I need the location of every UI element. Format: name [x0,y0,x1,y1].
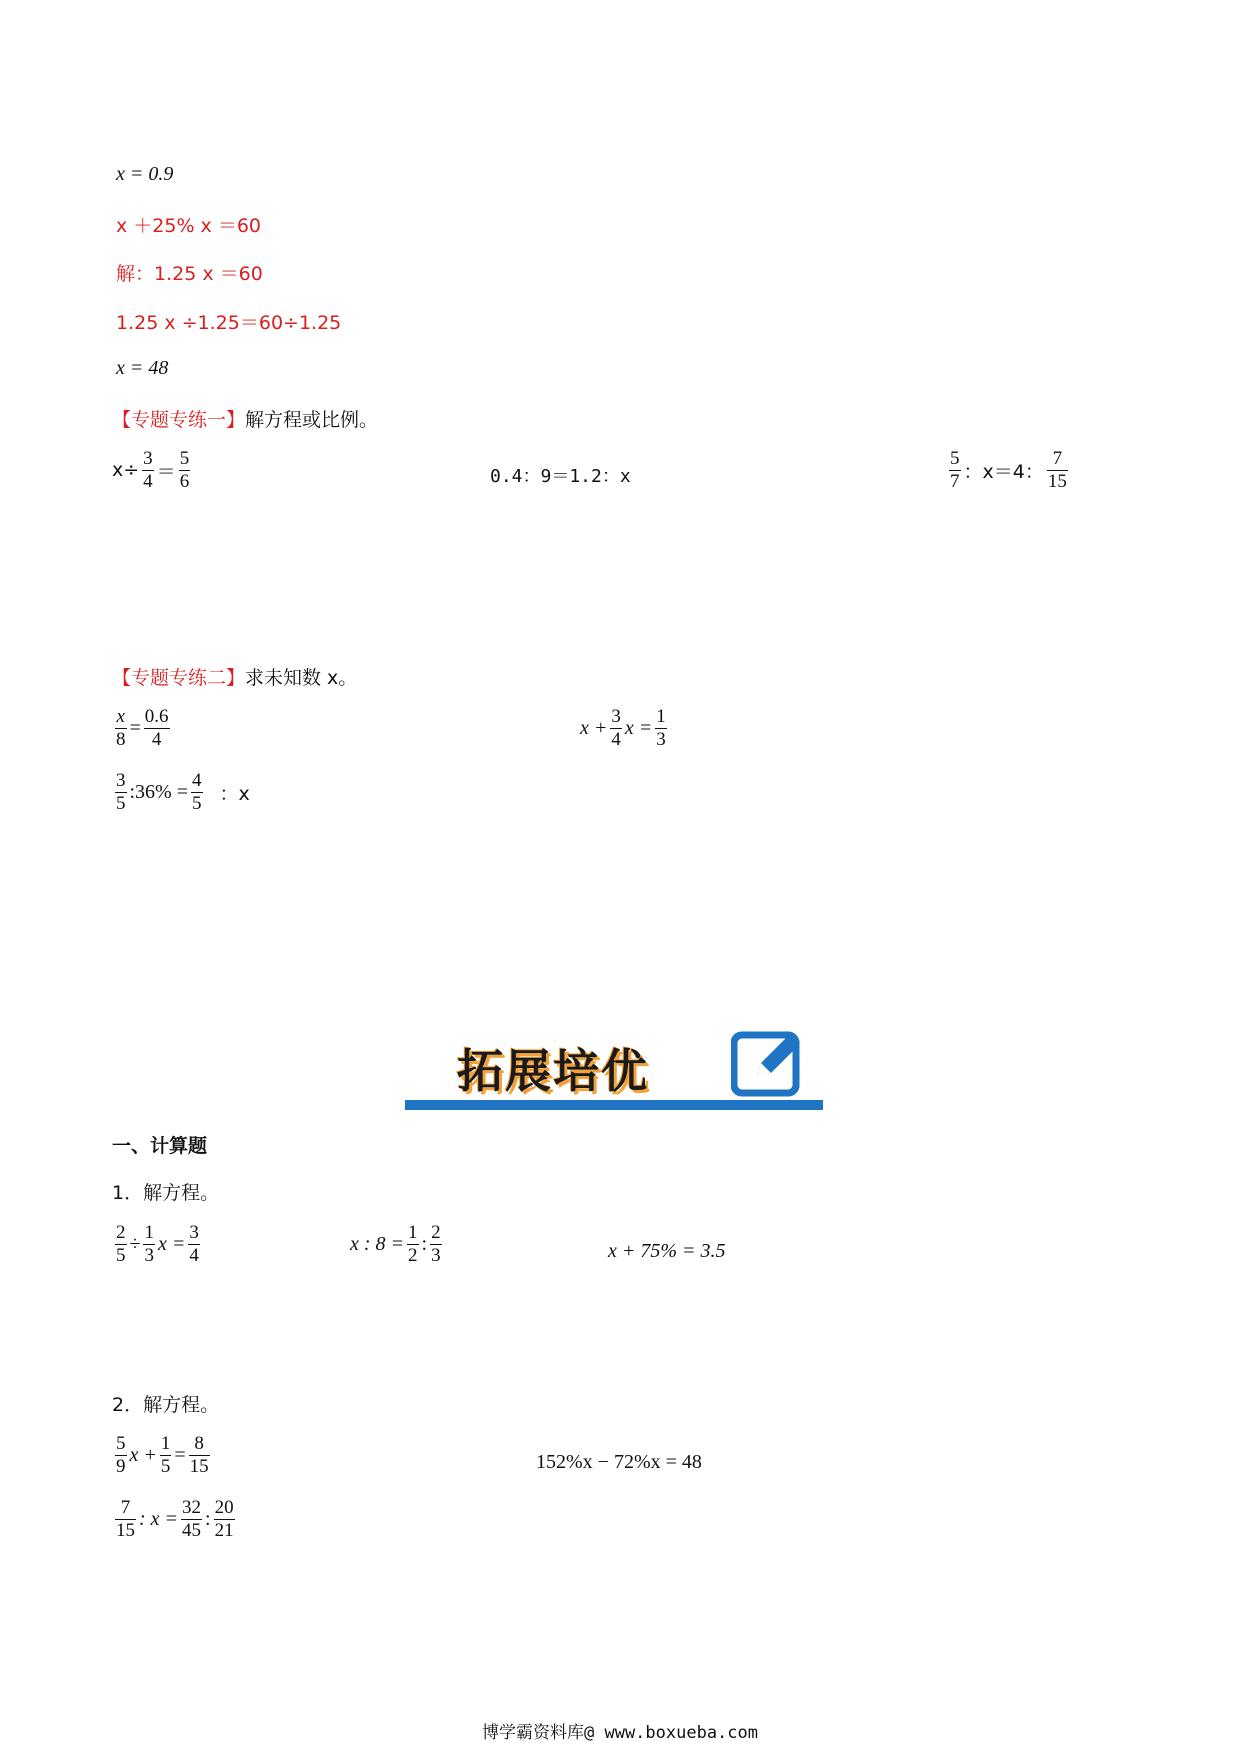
q1-eq1: $\frac{2}{5}$ ÷ $\frac{1}{3}$ x = $\frac{3}{4}$ [116,1222,199,1266]
fraction: $\frac{5}{6}$ [179,448,190,492]
practice1-eq3: $\frac{5}{7}$ ：x＝4： $\frac{7}{15}$ [950,448,1067,492]
practice1-tag: 【专题专练一】 [112,409,246,431]
q1-eq3: x + 75% = 3.5 [608,1240,726,1262]
question-2-label: 2．解方程。 [112,1394,220,1416]
fraction: $\frac{7}{15}$ [1047,448,1067,492]
fraction: $\frac{20}{21}$ [214,1497,234,1541]
fraction: $\frac{1}{3}$ [656,706,666,750]
fraction: $\frac{4}{5}$ [192,770,202,814]
fraction: $\frac{2}{3}$ [431,1222,441,1266]
fraction: $\frac{3}{4}$ [143,448,153,492]
solution-line-4: 1.25 x ÷1.25＝60÷1.25 [116,312,342,334]
practice2-heading [112,663,357,690]
practice1-eq1: x÷ $\frac{3}{4}$ ＝ $\frac{5}{6}$ [112,448,190,492]
fraction: $\frac{1}{5}$ [160,1433,171,1477]
fraction: $\frac{2}{5}$ [116,1222,126,1266]
practice1-heading [112,405,378,432]
fraction: $\frac{0.6}{4}$ [144,706,169,750]
solution-line-1: x = 0.9 [116,163,174,185]
practice2-eq1: $\frac{x}{8}$ = $\frac{0.6}{4}$ [116,706,169,750]
section-heading: 一、计算题 [112,1135,208,1157]
fraction: $\frac{1}{2}$ [408,1222,418,1266]
edit-icon [731,1029,797,1095]
q2-eq1: $\frac{5}{9}$ x + $\frac{1}{5}$ = $\frac{8}{15}$ [116,1433,209,1477]
fraction: $\frac{1}{3}$ [144,1222,154,1266]
q2-eq3: $\frac{7}{15}$ : x = $\frac{32}{45}$ : $\frac{20}{21}$ [116,1497,234,1541]
section-banner [405,1025,825,1115]
practice1-instruction: 解方程或比例。 [245,409,379,431]
practice2-eq2: x + $\frac{3}{4}$ x = $\frac{1}{3}$ [580,706,666,750]
question-1-label: 1．解方程。 [112,1182,220,1204]
fraction: $\frac{5}{9}$ [116,1433,126,1477]
fraction: $\frac{5}{7}$ [950,448,960,492]
solution-line-5: x = 48 [116,357,169,379]
practice2-instruction: 求未知数 x。 [245,667,358,689]
practice1-eq2: 0.4：9＝1.2：x [490,466,631,487]
q2-eq2: 152%x − 72%x = 48 [536,1451,702,1473]
practice2-eq3: $\frac{3}{5}$ :36% = $\frac{4}{5}$ ：x [116,770,250,814]
fraction: $\frac{3}{4}$ [611,706,621,750]
fraction: $\frac{x}{8}$ [116,706,126,750]
fraction: $\frac{8}{15}$ [189,1433,209,1477]
banner-title: 拓展培优 [457,1044,649,1098]
fraction: $\frac{7}{15}$ [116,1497,135,1541]
q1-eq2: x : 8 = $\frac{1}{2}$ : $\frac{2}{3}$ [350,1222,441,1266]
banner-underline [405,1100,823,1110]
fraction: $\frac{3}{4}$ [189,1222,199,1266]
solution-line-2: x ＋25% x ＝60 [116,215,262,237]
solution-line-3: 解：1.25 x ＝60 [116,263,263,285]
fraction: $\frac{32}{45}$ [182,1497,202,1541]
fraction: $\frac{3}{5}$ [116,770,126,814]
footer-watermark: 博学霸资料库@ www.boxueba.com [482,1723,758,1743]
practice2-tag: 【专题专练二】 [112,667,246,689]
